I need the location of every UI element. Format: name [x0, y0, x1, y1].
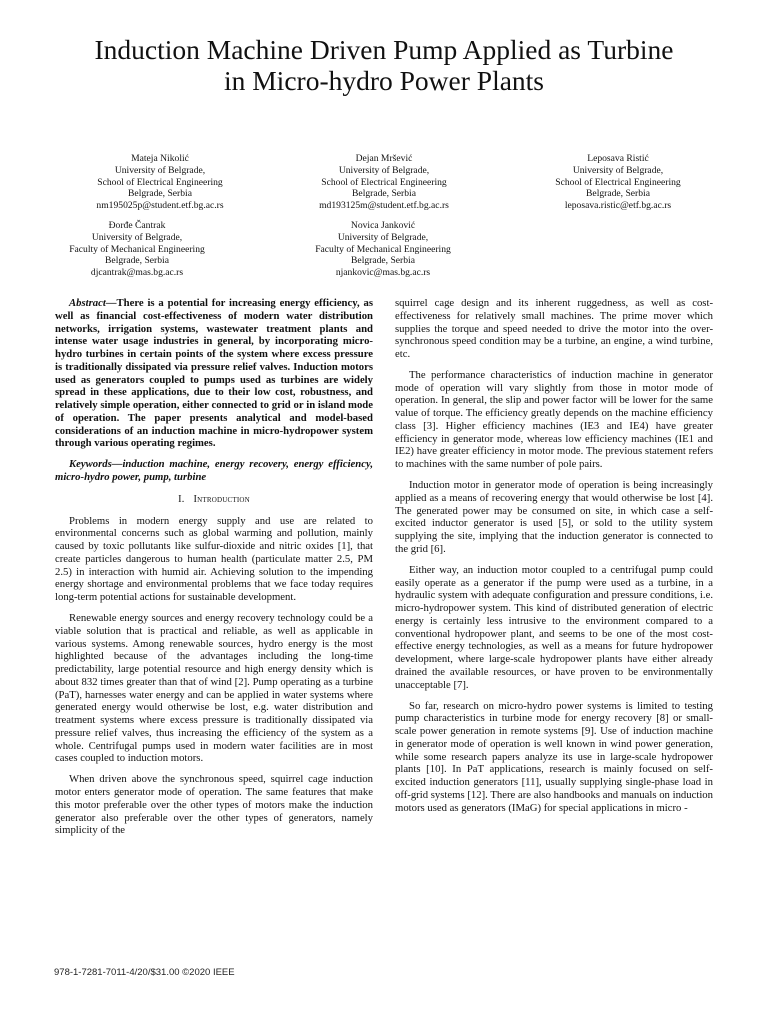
- author-block-4: [37, 220, 237, 279]
- author-name: Dejan Mršević: [355, 153, 413, 164]
- author-email: leposava.ristic@etf.bg.ac.rs: [564, 200, 672, 212]
- author-affiliation: University of Belgrade,: [114, 164, 206, 176]
- author-affiliation: University of Belgrade,: [338, 164, 430, 176]
- author-email: md193125m@student.etf.bg.ac.rs: [319, 200, 449, 212]
- author-name: Mateja Nikolić: [131, 153, 189, 164]
- author-affiliation: Faculty of Mechanical Engineering: [69, 243, 205, 255]
- copyright-footer: 978-1-7281-7011-4/20/$31.00 ©2020 IEEE: [54, 967, 235, 978]
- author-block-5: [283, 220, 483, 279]
- author-block-3: [518, 153, 718, 212]
- abstract-text: There is a potential for increasing energy efficiency, as well as financial cost-effectiveness of modern water distribution networks, irrigation systems, wastewater treatment plants and intense water usage industries in general, by incorporating micro-hydro turbines in certain points of the system where excess pressure is traditionally dissipated via pressure relief valves. Induction motors used as generators coupled to pumps used as turbines are widely spread in these applications, due to their low cost, robustness, and relatively simple operation, either connected to grid or in island mode of operation. The paper presents analytical and model-based considerations of an induction machine in micro-hydropower system through various operating regimes.: [55, 297, 373, 450]
- author-city: Belgrade, Serbia: [352, 188, 416, 200]
- body-paragraph: Problems in modern energy supply and use are related to environmental concerns such as global warming and pollution, mainly caused by toxic pollutants like sulfur-dioxide and nitric oxides [1], that create particles dangerous to human health (particulate matter 2.5, PM 2.5) in interaction with humid air. Achieving solution to the impending energy shortage and environmental problems that we face today requires long-term potential actions for sustainable development.: [55, 514, 373, 604]
- body-paragraph: Either way, an induction motor coupled to a centrifugal pump could easily operate as a generator if the pump were used as a turbine, in a hydraulic system with adequate configuration and pressure conditions, i.e. micro-hydropower system. This kind of distributed generation of electric energy is certainly less intrusive to the environment compared to a conventional hydropower plant, and seems to be one of the most cost-effective energy technologies, as well as a means for future hydropower development, where large-scale hydropower plants have either already drained the available resources, or have proven to be environmentally unacceptable [7].: [395, 563, 713, 691]
- section-title: Introduction: [193, 493, 250, 505]
- author-city: Belgrade, Serbia: [128, 188, 192, 200]
- author-city: Belgrade, Serbia: [105, 255, 169, 267]
- author-affiliation: Faculty of Mechanical Engineering: [315, 243, 451, 255]
- author-city: Belgrade, Serbia: [351, 255, 415, 267]
- author-email: nm195025p@student.etf.bg.ac.rs: [96, 200, 224, 212]
- left-column: [55, 297, 373, 837]
- body-paragraph: squirrel cage design and its inherent ruggedness, as well as cost-effectiveness for relatively small machines. The prime mover which supplies the torque and speed needed to drive the motor into the over-synchronous speed condition may be a turbine, an engine, a wind turbine, etc.: [395, 297, 713, 360]
- keywords-label: Keywords—: [69, 458, 123, 471]
- abstract: [55, 297, 373, 450]
- author-block-1: [60, 153, 260, 212]
- abstract-label: Abstract—: [69, 297, 117, 309]
- author-affiliation: School of Electrical Engineering: [97, 176, 223, 188]
- paper-title: [20, 34, 748, 96]
- author-affiliation: University of Belgrade,: [91, 231, 183, 243]
- author-block-2: [284, 153, 484, 212]
- body-paragraph: Renewable energy sources and energy recovery technology could be a viable solution that is practical and reliable, as well as applicable in various systems. Among renewable sources, hydro energy is the most highlighted because of the advantages including the long-time predictability, large potential resource and high energy density which is about 832 times greater than that of wind [2]. Pump operating as a turbine (PaT), harnesses water energy and can be applied in water systems where generated energy would otherwise be lost, e.g. water distribution and treatment systems where excess pressure is traditionally dissipated via pressure relief valves, thus increasing the efficiency of the system as a whole. Centrifugal pumps used in modern water facilities are in most cases coupled to induction motors.: [55, 612, 373, 765]
- body-paragraph: When driven above the synchronous speed, squirrel cage induction motor enters generator mode of operation. The same features that make this motor preferable over the other types of motors make the induction generator also preferable over the other types of generators, namely simplicity of the: [55, 773, 373, 837]
- paper-title-line-1: Induction Machine Driven Pump Applied as Turbine: [94, 34, 674, 65]
- body-paragraph: The performance characteristics of induction machine in generator mode of operation will vary slightly from those in motor mode of operation. In general, the slip and power factor will be lower for the same value of torque. The efficiency greatly depends on the machine efficiency class [3]. Higher efficiency machines (IE3 and IE4) have greater efficiency in generator mode, whereas low efficiency machines (IE1 and IE2) have greater efficiency in motor mode. The previous statement refers to machines with the same number of pole pairs.: [395, 368, 713, 471]
- author-affiliation: School of Electrical Engineering: [321, 176, 447, 188]
- author-name: Novica Janković: [350, 220, 416, 231]
- paper-title-line-2: in Micro-hydro Power Plants: [223, 65, 545, 96]
- section-number: I.: [178, 493, 185, 505]
- section-heading: [55, 494, 373, 507]
- author-name: Leposava Ristić: [587, 153, 649, 164]
- body-paragraph: Induction motor in generator mode of operation is being increasingly applied as a means of recovering energy that would otherwise be lost [4]. The generated power may be consumed on site, in which case a self-excited inductor generator is used [5], or sold to the utility system supplying the site, implying that the induction generator is connected to the grid [6].: [395, 479, 713, 555]
- right-column: [395, 297, 713, 814]
- author-affiliation: University of Belgrade,: [337, 231, 429, 243]
- author-email: njankovic@mas.bg.ac.rs: [335, 267, 431, 279]
- author-affiliation: University of Belgrade,: [572, 164, 664, 176]
- author-name: Đorđe Čantrak: [108, 220, 166, 231]
- author-affiliation: School of Electrical Engineering: [555, 176, 681, 188]
- author-email: djcantrak@mas.bg.ac.rs: [90, 267, 184, 279]
- keywords-text: induction machine, energy recovery, energy efficiency, micro-hydro power, pump, turbine: [55, 458, 373, 483]
- author-city: Belgrade, Serbia: [586, 188, 650, 200]
- keywords: [55, 458, 373, 484]
- body-paragraph: So far, research on micro-hydro power systems is limited to testing pump characteristics in turbine mode for energy recovery [8] or small-scale power generation in remote systems [9]. Use of induction machine in generator mode of operation is well known in wind power generation, while some research papers analyze its use in large-scale hydropower plants [10]. In PaT applications, research is mainly focused on self-excited induction generators [11], usually supplying single-phase load in off-grid systems [12]. There are also handbooks and manuals on induction motors used as generators (IMaG) for special applications in micro -: [395, 699, 713, 814]
